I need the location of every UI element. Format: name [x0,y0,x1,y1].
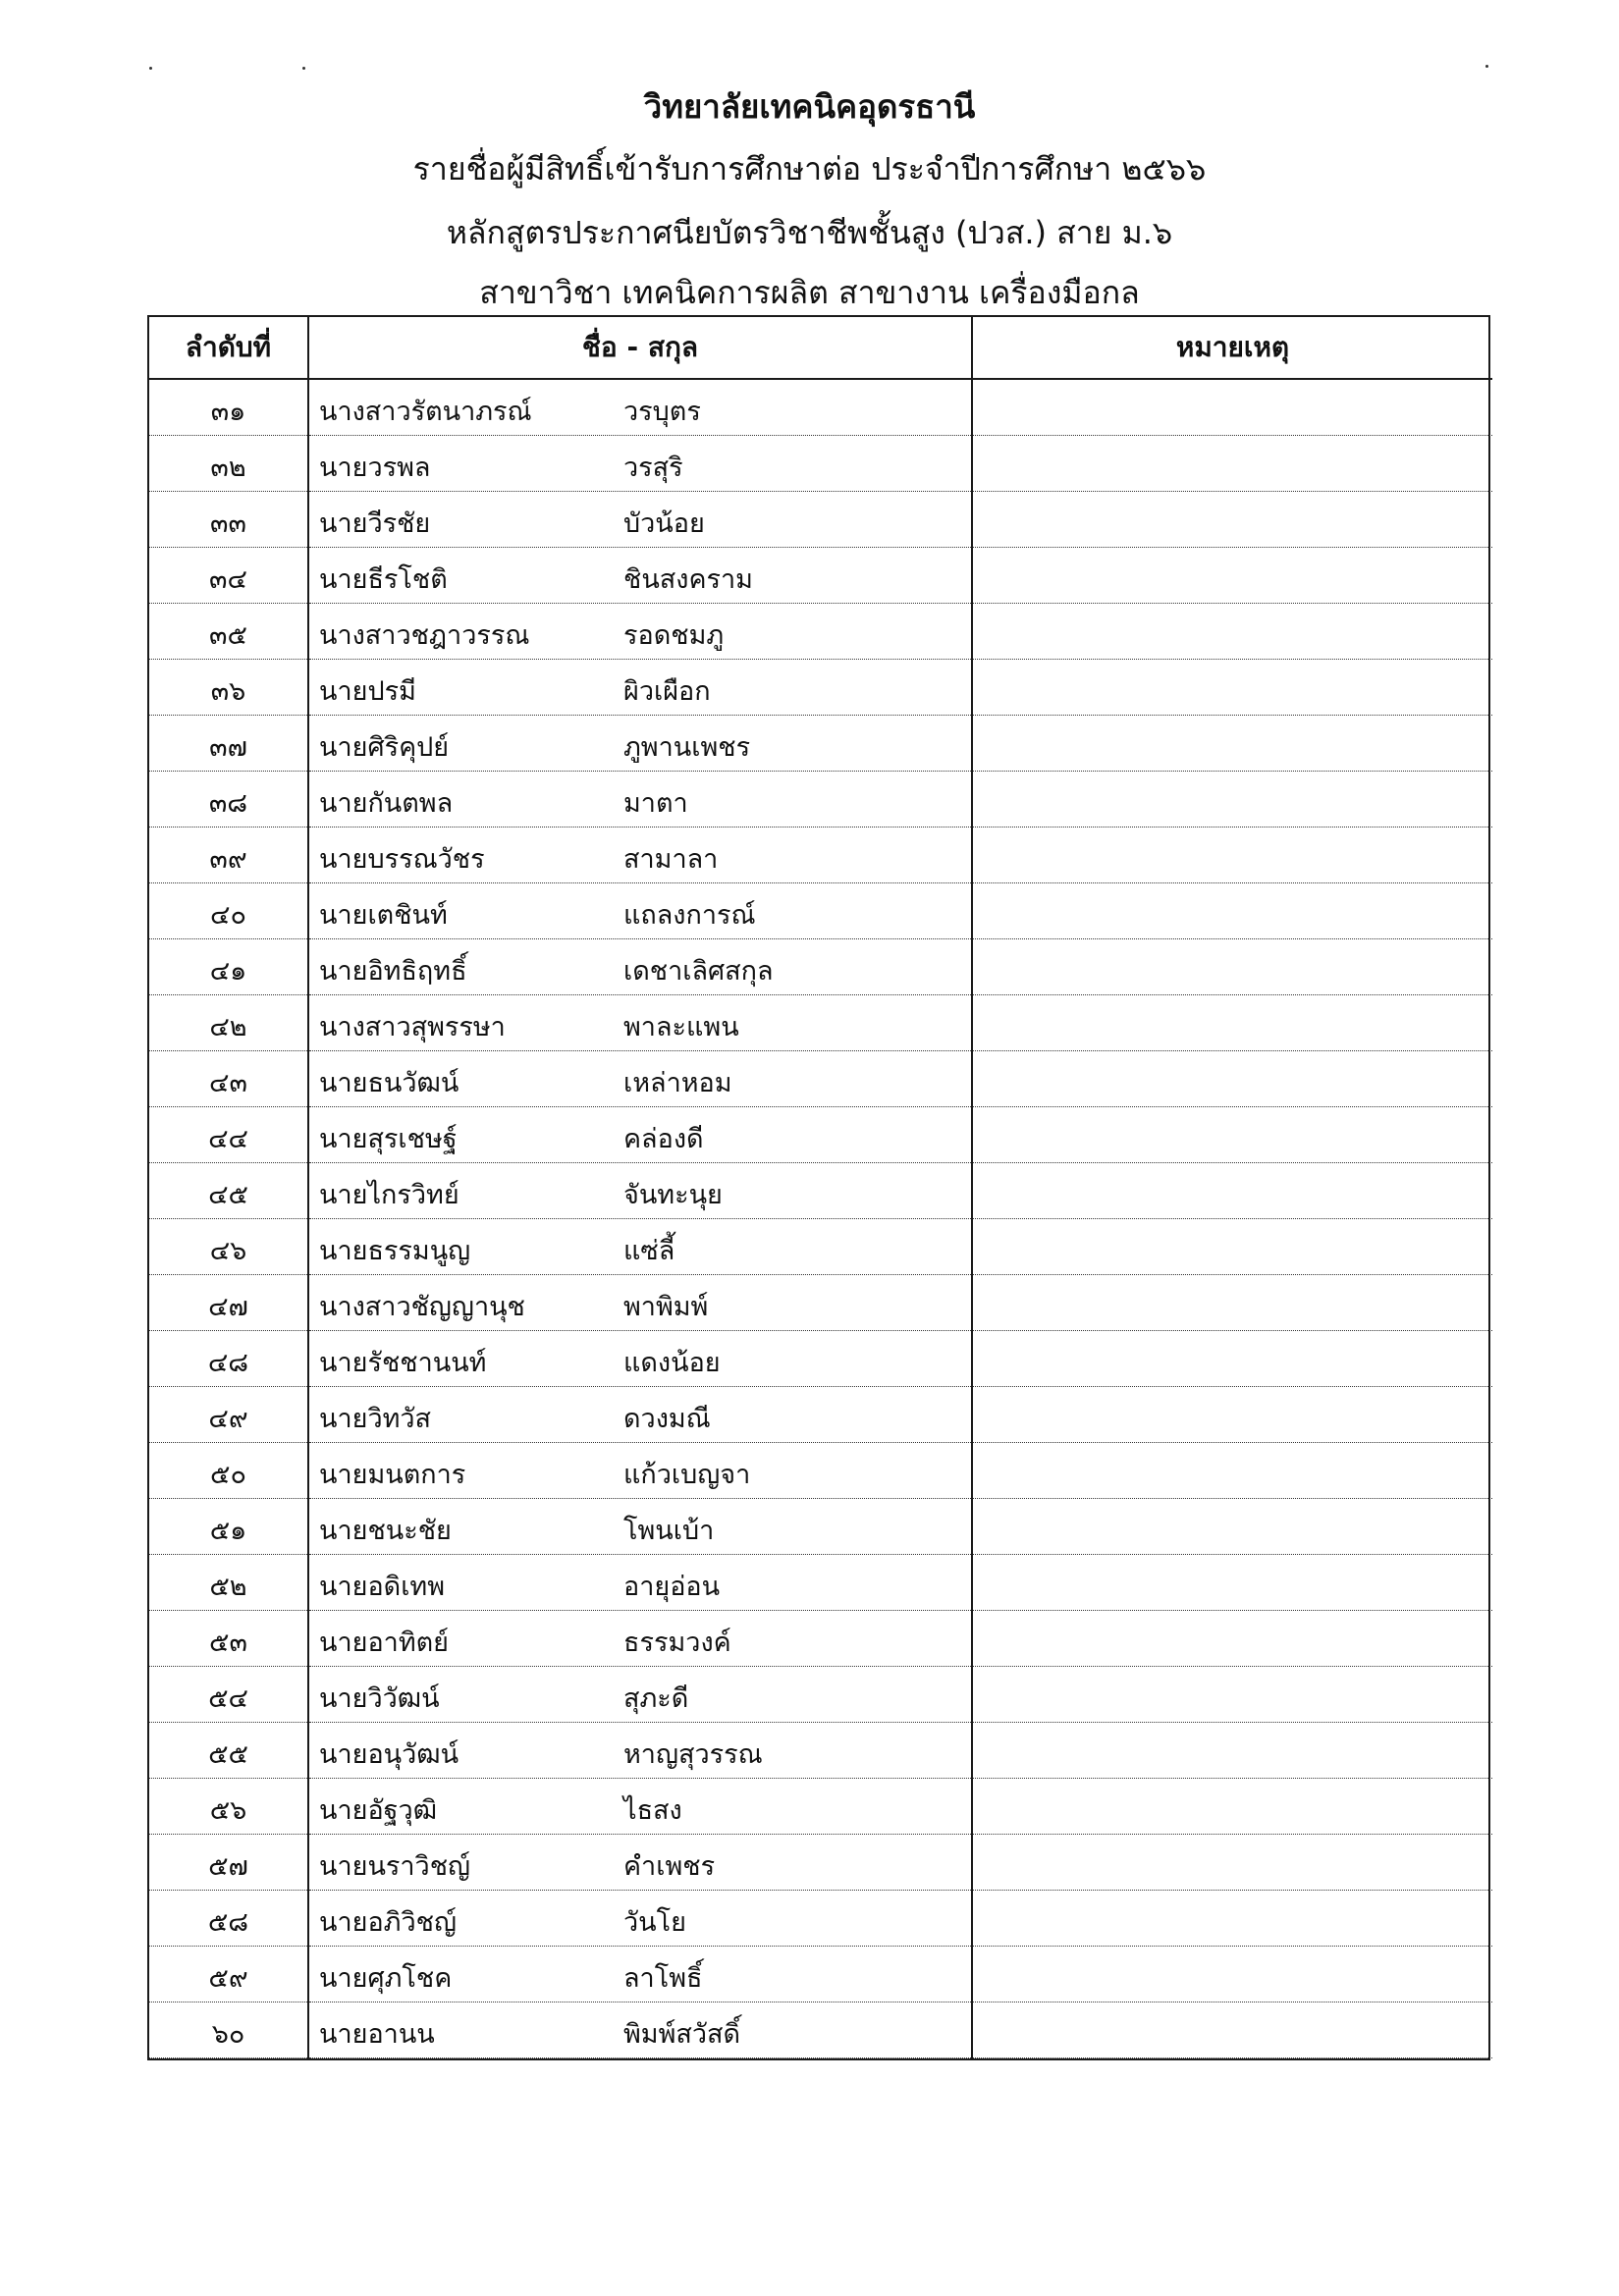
note [973,1546,1492,1554]
full-name-cell [308,1723,972,1779]
note-cell [972,1891,1492,1947]
full-name [309,1684,971,1722]
last-name: คำเพชร [623,1851,716,1882]
note-cell [972,1947,1492,2002]
scan-speck [302,67,305,70]
first-name: นายวิวัฒน์ [319,1683,440,1714]
full-name [309,1573,971,1610]
first-name: นายธนวัฒน์ [319,1068,459,1098]
full-name-cell [308,828,972,883]
note [973,1042,1492,1050]
note-cell [972,1387,1492,1443]
first-name: นายชนะชัย [319,1516,452,1546]
full-name [309,1629,971,1666]
full-name-cell [308,1779,972,1835]
table-row [149,548,1492,604]
row-number-cell [149,660,308,716]
full-name-cell [308,660,972,716]
first-name: นายรัชชานนท์ [319,1348,487,1378]
last-name: วรบุตร [623,397,701,427]
first-name: นายวรพล [319,453,431,483]
full-name-cell [308,1499,972,1555]
first-name: นายอนุวัฒน์ [319,1739,459,1770]
first-name: นายไกรวิทย์ [319,1180,459,1210]
note-cell [972,1443,1492,1499]
first-name: นายธีรโชติ [319,564,448,595]
full-name [309,901,971,938]
note-cell [972,1667,1492,1723]
table-row [149,883,1492,939]
row-number-cell [149,2002,308,2058]
full-name [309,1125,971,1162]
row-number-cell [149,1163,308,1219]
row-number-cell [149,604,308,660]
row-number-cell [149,828,308,883]
first-name: นางสาวชฎาวรรณ [319,620,530,651]
full-name [309,1237,971,1274]
first-name: นายวีรชัย [319,508,431,539]
first-name: นางสาวชัญญานุช [319,1292,525,1322]
note-cell [972,604,1492,660]
row-number: ๓๒ [210,453,246,483]
full-name-cell [308,995,972,1051]
table-row [149,436,1492,492]
note-cell [972,828,1492,883]
table-header-row [149,317,1492,379]
note-cell [972,1499,1492,1555]
note [973,1770,1492,1778]
note-cell [972,379,1492,436]
last-name: จันทะนุย [623,1180,723,1210]
row-number: ๓๗ [209,732,247,763]
table-row [149,1499,1492,1555]
header-name: ชื่อ - สกุล [308,317,972,379]
last-name: พาละแพน [623,1012,739,1042]
row-number: ๕๑ [209,1516,247,1546]
last-name: สามาลา [623,844,719,875]
row-number: ๓๘ [208,788,248,819]
table-row [149,1163,1492,1219]
table-row [149,939,1492,995]
full-name-cell [308,1331,972,1387]
row-number: ๕๔ [208,1683,248,1714]
row-number: ๕๓ [209,1628,247,1658]
full-name-cell [308,436,972,492]
note-cell [972,1611,1492,1667]
last-name: ลาโพธิ์ [623,1963,703,1994]
full-name-cell [308,379,972,436]
row-number-cell [149,1947,308,2002]
full-name-cell [308,939,972,995]
note-cell [972,939,1492,995]
full-name-cell [308,883,972,939]
full-name-cell [308,1219,972,1275]
row-number-cell [149,1499,308,1555]
row-number: ๔๘ [207,1348,249,1378]
note [973,483,1492,491]
full-name [309,789,971,827]
table-row [149,1443,1492,1499]
row-number: ๕๘ [207,1907,249,1938]
document-title: วิทยาลัยเทคนิคอุดรธานี [643,87,976,126]
full-name [309,398,971,435]
row-number-cell [149,1555,308,1611]
full-name-cell [308,1835,972,1891]
first-name: นายมนตการ [319,1460,466,1490]
table-row [149,1723,1492,1779]
full-name-cell [308,1555,972,1611]
first-name: นายธรรมนูญ [319,1236,471,1266]
last-name: รอดชมภู [623,620,725,651]
last-name: แถลงการณ์ [623,900,756,931]
row-number-cell [149,1723,308,1779]
last-name: คล่องดี [623,1124,704,1154]
row-number: ๔๗ [208,1292,248,1322]
last-name: ผิวเผือก [623,676,711,707]
full-name [309,1069,971,1106]
note [973,1154,1492,1162]
full-name [309,1964,971,2002]
note [973,595,1492,603]
table-row [149,1947,1492,2002]
last-name: อายุอ่อน [623,1572,721,1602]
full-name [309,1852,971,1890]
note [973,987,1492,994]
note [973,1882,1492,1890]
row-number: ๔๑ [209,956,247,987]
row-number: ๕๕ [208,1739,248,1770]
note [973,1322,1492,1330]
note-cell [972,1107,1492,1163]
last-name: หาญสุวรรณ [623,1739,763,1770]
note [973,1714,1492,1722]
full-name [309,2020,971,2057]
table-row [149,1555,1492,1611]
table-row [149,1219,1492,1275]
full-name-cell [308,492,972,548]
first-name: นายนราวิชญ์ [319,1851,471,1882]
table-row [149,1275,1492,1331]
document-subtitle-program: หลักสูตรประกาศนียบัตรวิชาชีพชั้นสูง (ปวส.) สาย ม.๖ [446,214,1173,251]
note [973,1994,1492,2002]
full-name [309,1461,971,1498]
note [973,539,1492,547]
table-row [149,995,1492,1051]
row-number: ๕๙ [208,1963,248,1994]
table-row [149,828,1492,883]
first-name: นายกันตพล [319,788,454,819]
row-number: ๔๒ [209,1012,247,1042]
last-name: ชินสงคราม [623,564,753,595]
full-name [309,1349,971,1386]
last-name: พาพิมพ์ [623,1292,709,1322]
first-name: นางสาวรัตนาภรณ์ [319,397,532,427]
full-name-cell [308,1443,972,1499]
first-name: นายศุภโชค [319,1963,453,1994]
note [973,819,1492,827]
table-row [149,379,1492,436]
scan-speck [149,67,152,70]
full-name [309,565,971,603]
note [973,1658,1492,1666]
full-name [309,957,971,994]
row-number-cell [149,1219,308,1275]
row-number-cell [149,1891,308,1947]
full-name [309,621,971,659]
row-number-cell [149,883,308,939]
row-number: ๓๓ [210,508,246,539]
table-body [149,379,1492,2058]
row-number: ๓๕ [209,620,247,651]
note-cell [972,1555,1492,1611]
row-number-cell [149,1107,308,1163]
table-row [149,772,1492,828]
row-number-cell [149,436,308,492]
last-name: เหล่าหอม [623,1068,732,1098]
note [973,2050,1492,2057]
full-name-cell [308,772,972,828]
first-name: นายอาทิตย์ [319,1628,449,1658]
full-name [309,1181,971,1218]
row-number: ๓๔ [209,564,247,595]
note-cell [972,995,1492,1051]
row-number: ๕๒ [209,1572,247,1602]
note-cell [972,548,1492,604]
full-name-cell [308,548,972,604]
full-name-cell [308,2002,972,2058]
note [973,651,1492,659]
full-name-cell [308,1051,972,1107]
scan-speck [1485,65,1488,68]
full-name [309,733,971,771]
first-name: นายอานน [319,2019,435,2050]
row-number: ๔๖ [209,1236,247,1266]
note [973,763,1492,771]
row-number: ๔๕ [208,1180,248,1210]
table-row [149,1107,1492,1163]
note-cell [972,1835,1492,1891]
last-name: วันโย [623,1907,686,1938]
table-row [149,604,1492,660]
first-name: นายอดิเทพ [319,1572,446,1602]
full-name [309,1405,971,1442]
note [973,707,1492,715]
last-name: แซ่ลี้ [623,1236,675,1266]
note-cell [972,1331,1492,1387]
row-number-cell [149,1779,308,1835]
note-cell [972,660,1492,716]
row-number-cell [149,492,308,548]
note-cell [972,492,1492,548]
table-row [149,1835,1492,1891]
note [973,1602,1492,1610]
row-number-cell [149,939,308,995]
row-number-cell [149,1051,308,1107]
first-name: นายปรมี [319,676,416,707]
full-name [309,1013,971,1050]
note-cell [972,2002,1492,2058]
note-cell [972,716,1492,772]
last-name: สุภะดี [623,1683,689,1714]
table-row [149,492,1492,548]
table-row [149,2002,1492,2058]
last-name: โพนเบ้า [623,1516,715,1546]
table-row [149,1331,1492,1387]
row-number: ๓๖ [210,676,246,707]
row-number: ๔๐ [210,900,246,931]
row-number-cell [149,1275,308,1331]
table-row [149,1051,1492,1107]
note-cell [972,1275,1492,1331]
table-row [149,716,1492,772]
table-row [149,1779,1492,1835]
table-row [149,1891,1492,1947]
note-cell [972,1051,1492,1107]
first-name: นางสาวสุพรรษา [319,1012,506,1042]
first-name: นายอัฐวุฒิ [319,1795,438,1826]
row-number-cell [149,772,308,828]
last-name: ไธสง [623,1795,682,1826]
note-cell [972,1723,1492,1779]
full-name-cell [308,1387,972,1443]
full-name [309,677,971,715]
note [973,1098,1492,1106]
row-number-cell [149,548,308,604]
header-no: ลำดับที่ [149,317,308,379]
last-name: แก้วเบญจา [623,1460,751,1490]
first-name: นายบรรณวัชร [319,844,485,875]
first-name: นายวิทวัส [319,1404,432,1434]
first-name: นายอิทธิฤทธิ์ [319,956,467,987]
note-cell [972,1779,1492,1835]
note-cell [972,1163,1492,1219]
note [973,931,1492,938]
last-name: พิมพ์สวัสดิ์ [623,2019,741,2050]
student-list-table [147,315,1490,2060]
document-subtitle-major: สาขาวิชา เทคนิคการผลิต สาขางาน เครื่องมือกล [479,274,1140,311]
note [973,1210,1492,1218]
row-number-cell [149,1667,308,1723]
first-name: นายสุรเชษฐ์ [319,1124,458,1154]
full-name-cell [308,716,972,772]
row-number: ๔๔ [208,1124,248,1154]
table-row [149,1611,1492,1667]
note-cell [972,772,1492,828]
note-cell [972,1219,1492,1275]
row-number: ๕๐ [210,1460,246,1490]
row-number: ๔๓ [209,1068,247,1098]
row-number-cell [149,1611,308,1667]
row-number: ๖๐ [211,2019,245,2050]
full-name [309,454,971,491]
first-name: นายศิริคุปย์ [319,732,450,763]
row-number-cell [149,1835,308,1891]
full-name [309,509,971,547]
row-number: ๔๙ [208,1404,248,1434]
note [973,427,1492,435]
note [973,1434,1492,1442]
row-number: ๕๗ [208,1851,248,1882]
row-number-cell [149,379,308,436]
full-name-cell [308,1275,972,1331]
full-name-cell [308,1947,972,2002]
row-number-cell [149,995,308,1051]
note-cell [972,436,1492,492]
row-number-cell [149,1331,308,1387]
last-name: วรสุริ [623,453,683,483]
first-name: นายอภิวิชญ์ [319,1907,457,1938]
note [973,1266,1492,1274]
last-name: มาตา [623,788,688,819]
table-row [149,660,1492,716]
full-name [309,1740,971,1778]
row-number-cell [149,716,308,772]
full-name [309,1293,971,1330]
note [973,1938,1492,1946]
last-name: แดงน้อย [623,1348,721,1378]
note [973,1826,1492,1834]
full-name [309,845,971,882]
full-name-cell [308,1667,972,1723]
full-name-cell [308,1163,972,1219]
full-name-cell [308,1891,972,1947]
row-number: ๓๑ [210,397,246,427]
first-name: นายเตชินท์ [319,900,448,931]
full-name [309,1517,971,1554]
row-number: ๕๖ [209,1795,247,1826]
document-subtitle-announcement: รายชื่อผู้มีสิทธิ์เข้ารับการศึกษาต่อ ประจำปีการศึกษา ๒๕๖๖ [412,150,1207,187]
table-row [149,1667,1492,1723]
note-cell [972,883,1492,939]
last-name: บัวน้อย [623,508,705,539]
last-name: ดวงมณี [623,1404,711,1434]
row-number-cell [149,1443,308,1499]
last-name: เดชาเลิศสกุล [623,956,774,987]
full-name-cell [308,604,972,660]
full-name-cell [308,1611,972,1667]
row-number-cell [149,1387,308,1443]
header-note: หมายเหตุ [972,317,1492,379]
note [973,1490,1492,1498]
note [973,875,1492,882]
last-name: ธรรมวงค์ [623,1628,731,1658]
note [973,1378,1492,1386]
row-number: ๓๙ [209,844,247,875]
full-name [309,1908,971,1946]
table-row [149,1387,1492,1443]
last-name: ภูพานเพชร [623,732,751,763]
full-name [309,1796,971,1834]
full-name-cell [308,1107,972,1163]
